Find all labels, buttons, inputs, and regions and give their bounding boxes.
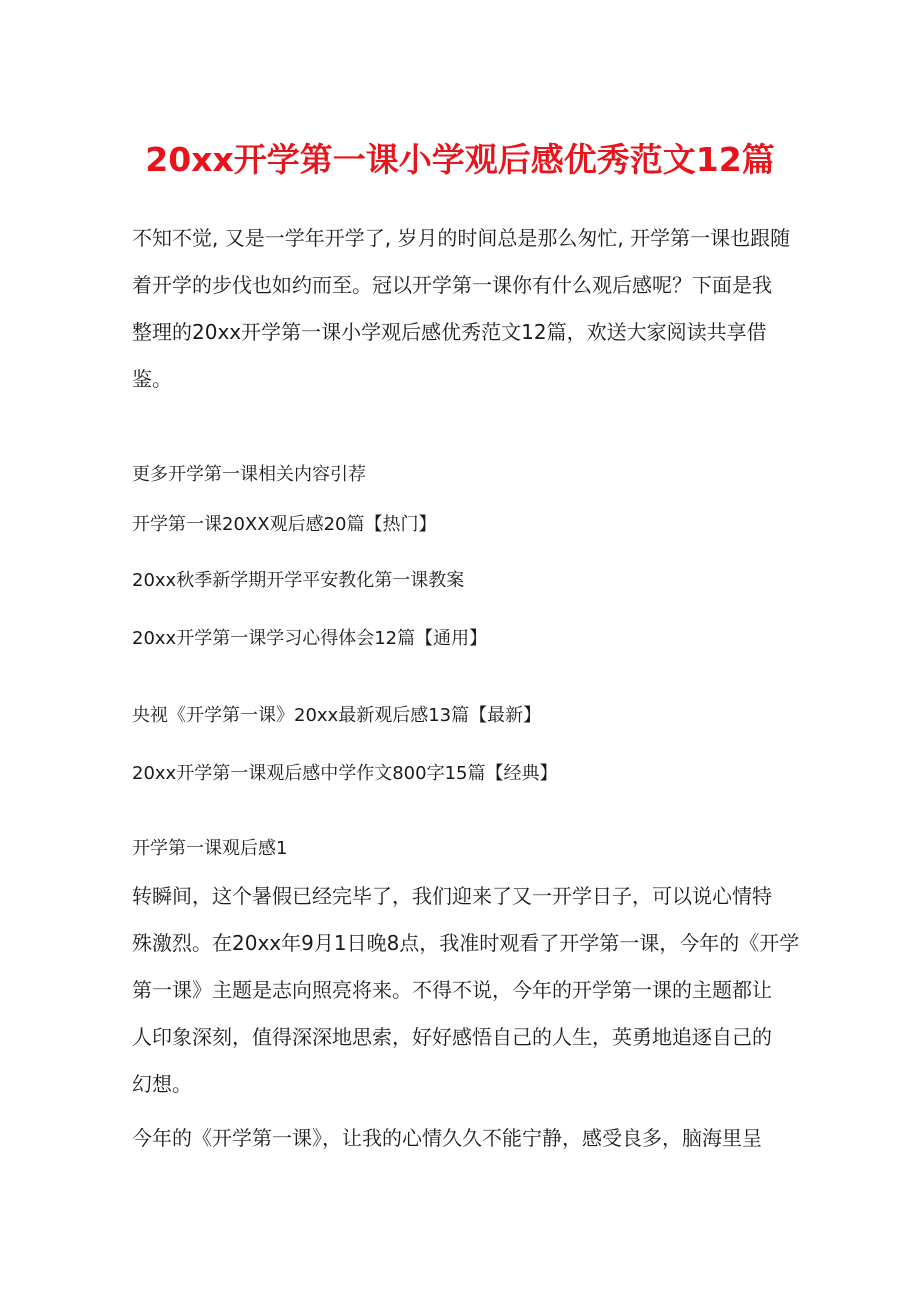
intro-line: 不知不觉, 又是一学年开学了, 岁月的时间总是那么匆忙, 开学第一课也跟随 (132, 226, 791, 250)
related-link[interactable]: 20xx开学第一课学习心得体会12篇【通用】 (132, 628, 488, 649)
essay-line: 转瞬间，这个暑假已经完毕了，我们迎来了又一开学日子，可以说心情特 (132, 884, 772, 908)
intro-line: 整理的20xx开学第一课小学观后感优秀范文12篇，欢送大家阅读共享借 (132, 320, 767, 344)
essay-line: 第一课》主题是志向照亮将来。不得不说，今年的开学第一课的主题都让 (132, 978, 772, 1002)
essay-line: 幻想。 (132, 1072, 192, 1096)
intro-line: 鉴。 (132, 367, 172, 391)
related-link[interactable]: 20xx开学第一课观后感中学作文800字15篇【经典】 (132, 763, 558, 784)
intro-paragraph (132, 215, 802, 403)
essay-line: 人印象深刻，值得深深地思索，好好感悟自己的人生，英勇地追逐自己的 (132, 1025, 772, 1049)
essay-paragraph-2: 今年的《开学第一课》，让我的心情久久不能宁静，感受良多，脑海里呈 (132, 1126, 762, 1150)
related-link[interactable]: 开学第一课20XX观后感20篇【热门】 (132, 514, 437, 535)
essay-paragraph (132, 873, 812, 1108)
essay-heading: 开学第一课观后感1 (132, 838, 288, 859)
document-title: 20xx开学第一课小学观后感优秀范文12篇 (145, 140, 775, 179)
intro-line: 着开学的步伐也如约而至。冠以开学第一课你有什么观后感呢？下面是我 (132, 273, 772, 297)
related-link[interactable]: 20xx秋季新学期开学平安教化第一课教案 (132, 570, 465, 591)
related-link[interactable]: 央视《开学第一课》20xx最新观后感13篇【最新】 (132, 705, 542, 726)
related-heading: 更多开学第一课相关内容引荐 (132, 464, 366, 485)
essay-line: 殊激烈。在20xx年9月1日晚8点，我准时观看了开学第一课，今年的《开学 (132, 931, 800, 955)
